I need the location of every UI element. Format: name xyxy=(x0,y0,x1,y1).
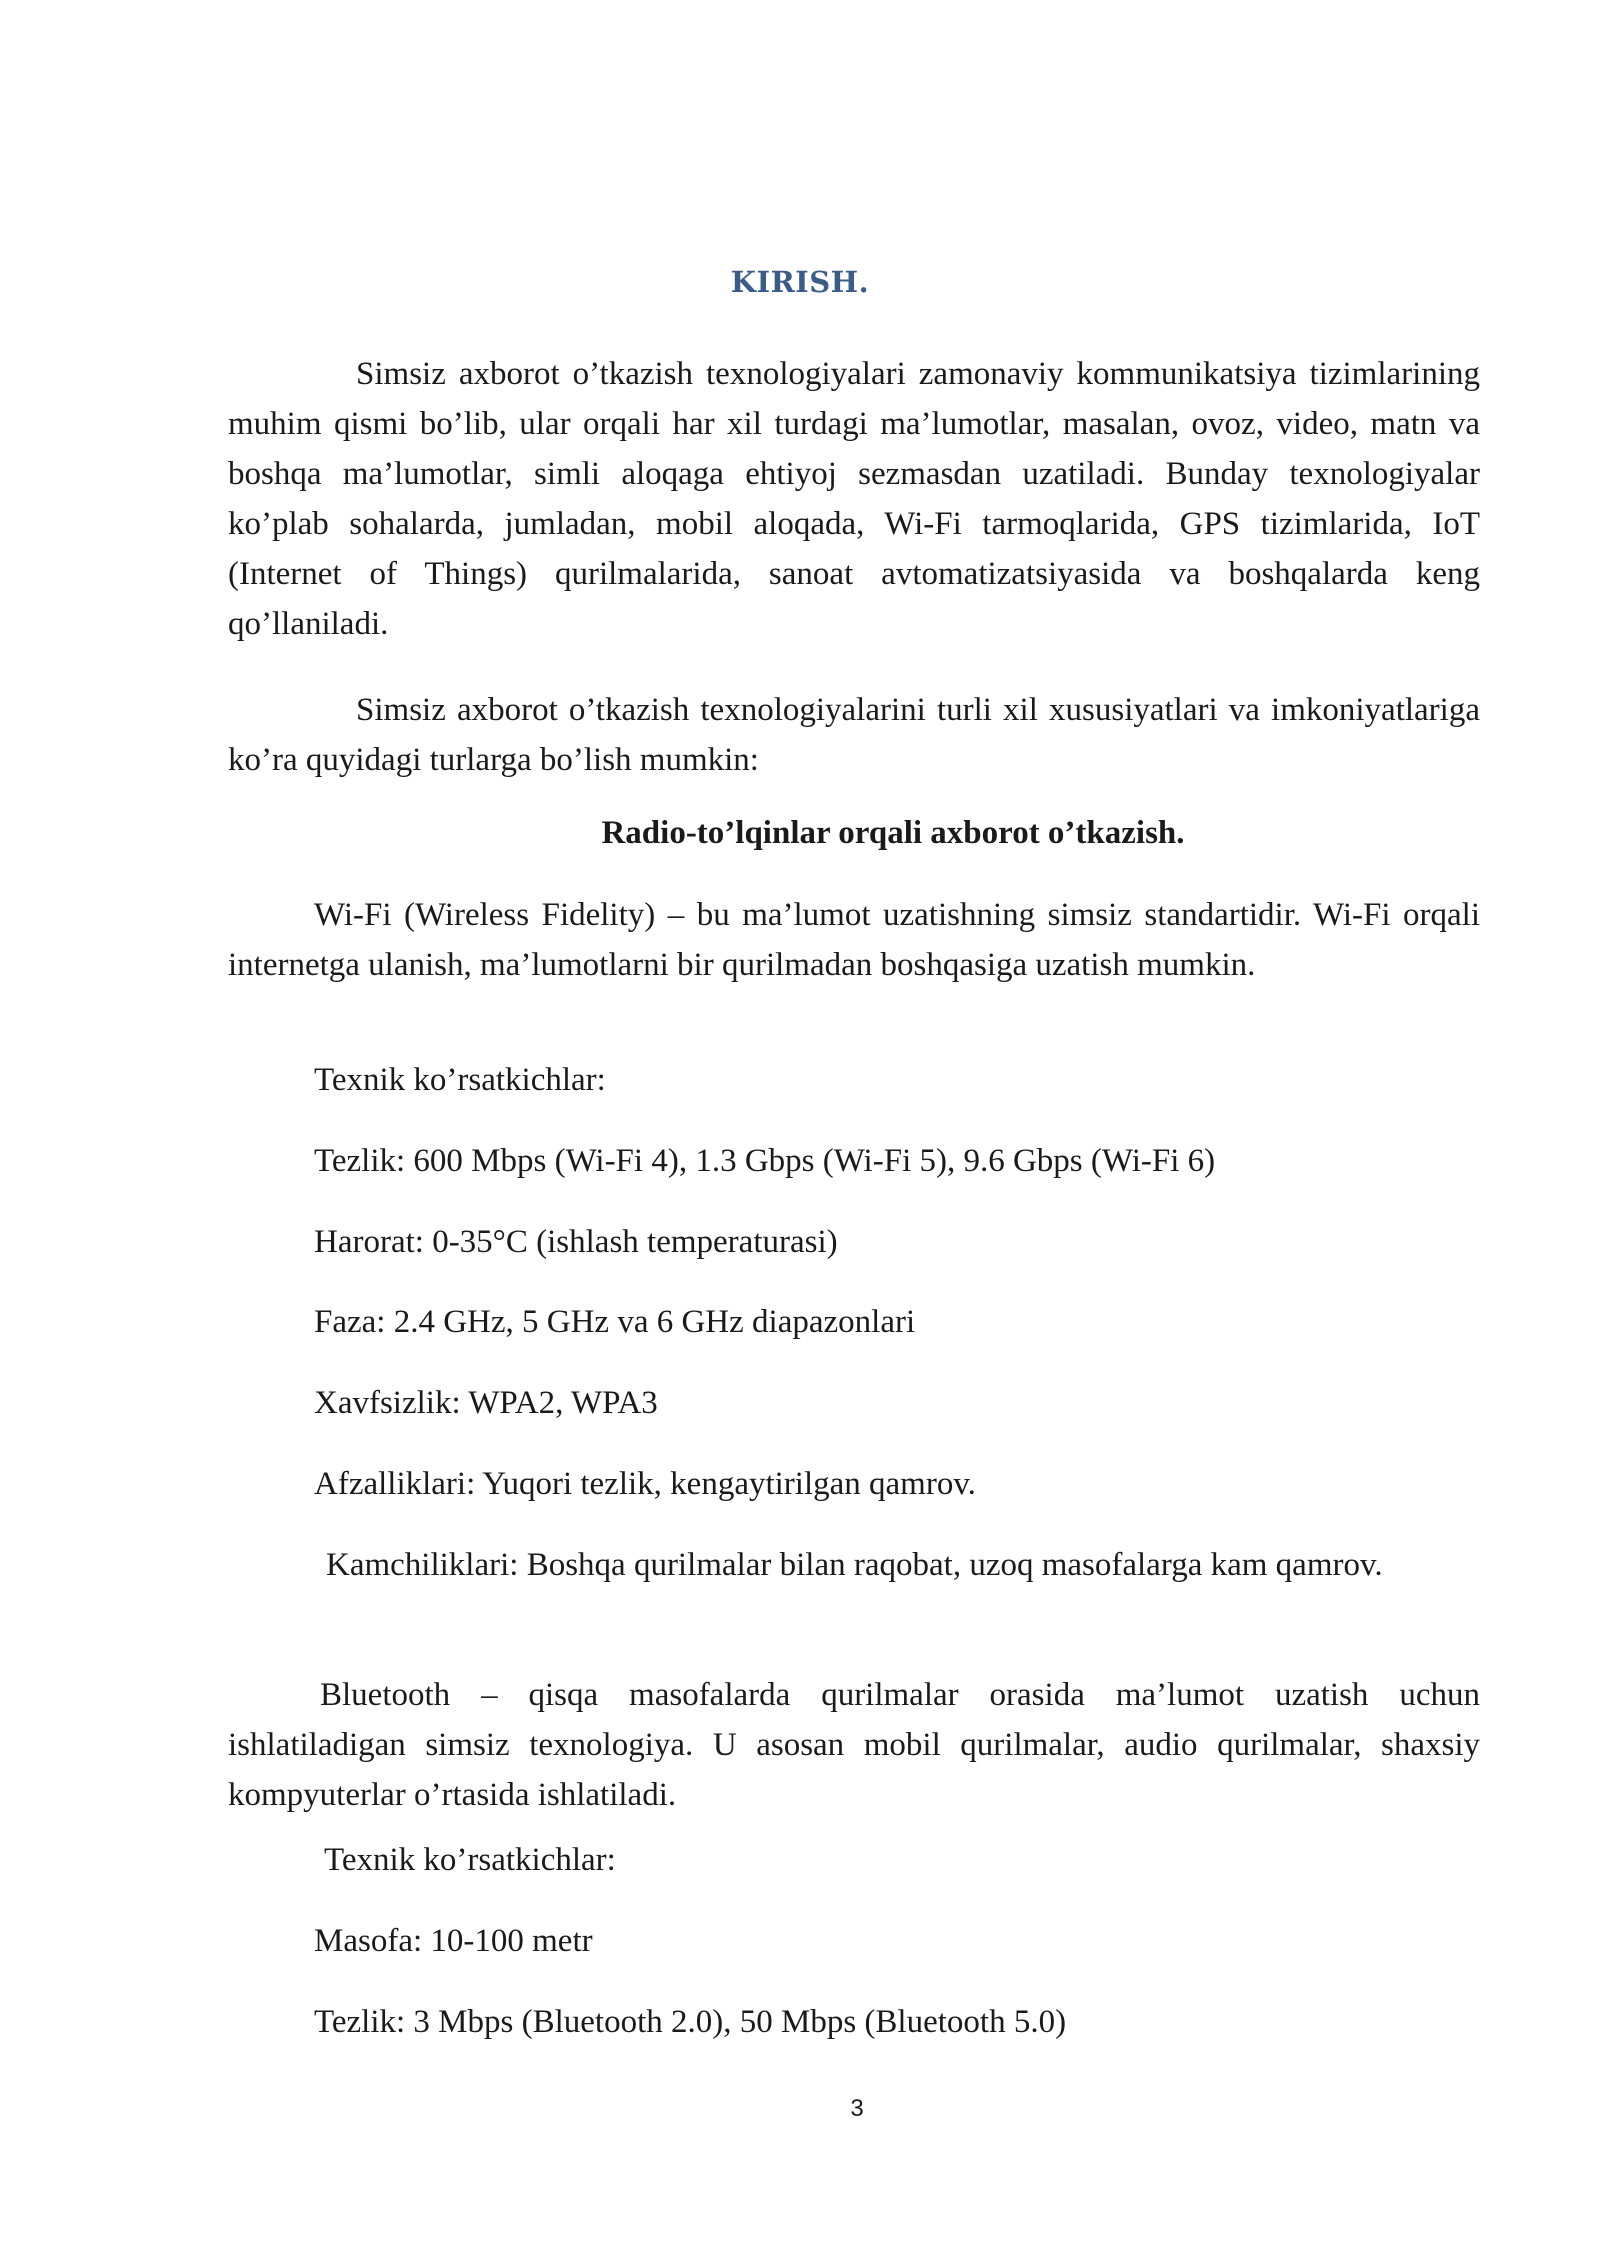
types-paragraph: Simsiz axborot o’tkazish texnologiyalarini turli xil xususiyatlari va imkoniyatlariga ko’ra quyidagi turlarga bo’lish mumkin: xyxy=(228,692,1480,778)
wifi-cons-paragraph: Kamchiliklari: Boshqa qurilmalar bilan raqobat, uzoq masofalarga kam qamrov. xyxy=(326,1547,1383,1583)
wifi-spec-advantages: Afzalliklari: Yuqori tezlik, kengaytirilgan qamrov. xyxy=(314,1466,976,1502)
page-number: 3 xyxy=(850,2095,864,2122)
wifi-spec-speed: Tezlik: 600 Mbps (Wi-Fi 4), 1.3 Gbps (Wi-Fi 5), 9.6 Gbps (Wi-Fi 6) xyxy=(314,1143,1216,1179)
wifi-specs-title: Texnik ko’rsatkichlar: xyxy=(314,1062,606,1098)
bluetooth-spec-distance: Masofa: 10-100 metr xyxy=(314,1923,593,1959)
bluetooth-specs-title: Texnik ko’rsatkichlar: xyxy=(324,1842,616,1878)
wifi-spec-security: Xavfsizlik: WPA2, WPA3 xyxy=(314,1385,658,1421)
bluetooth-spec-speed: Tezlik: 3 Mbps (Bluetooth 2.0), 50 Mbps (Bluetooth 5.0) xyxy=(314,2004,1067,2040)
wifi-spec-temperature: Harorat: 0-35°C (ishlash temperaturasi) xyxy=(314,1224,838,1260)
page-title: KIRISH. xyxy=(730,265,870,299)
intro-paragraph: Simsiz axborot o’tkazish texnologiyalari zamonaviy kommunikatsiya tizimlarining muhim qismi bo’lib, ular orqali har xil turdagi ma’lumotlar, masalan, ovoz, video, matn va boshqa ma’lumotlar, simli aloqaga ehtiyoj sezmasdan uzatiladi. Bunday texnologiyalar ko’plab sohalarda, jumladan, mobil aloqada, Wi-Fi tarmoqlarida, GPS tizimlarida, IoT (Internet of Things) qurilmalarida, sanoat avtomatizatsiyasida va boshqalarda keng qo’llaniladi. xyxy=(228,356,1480,642)
section-subheading: Radio-to’lqinlar orqali axborot o’tkazish. xyxy=(601,815,1185,851)
wifi-spec-phase: Faza: 2.4 GHz, 5 GHz va 6 GHz diapazonlari xyxy=(314,1304,916,1340)
bluetooth-paragraph: Bluetooth – qisqa masofalarda qurilmalar orasida ma’lumot uzatish uchun ishlatiladigan simsiz texnologiya. U asosan mobil qurilmalar, audio qurilmalar, shaxsiy kompyuterlar o’rtasida ishlatiladi. xyxy=(228,1677,1480,1813)
wifi-paragraph: Wi-Fi (Wireless Fidelity) – bu ma’lumot uzatishning simsiz standartidir. Wi-Fi orqali internetga ulanish, ma’lumotlarni bir qurilmadan boshqasiga uzatish mumkin. xyxy=(228,897,1480,983)
